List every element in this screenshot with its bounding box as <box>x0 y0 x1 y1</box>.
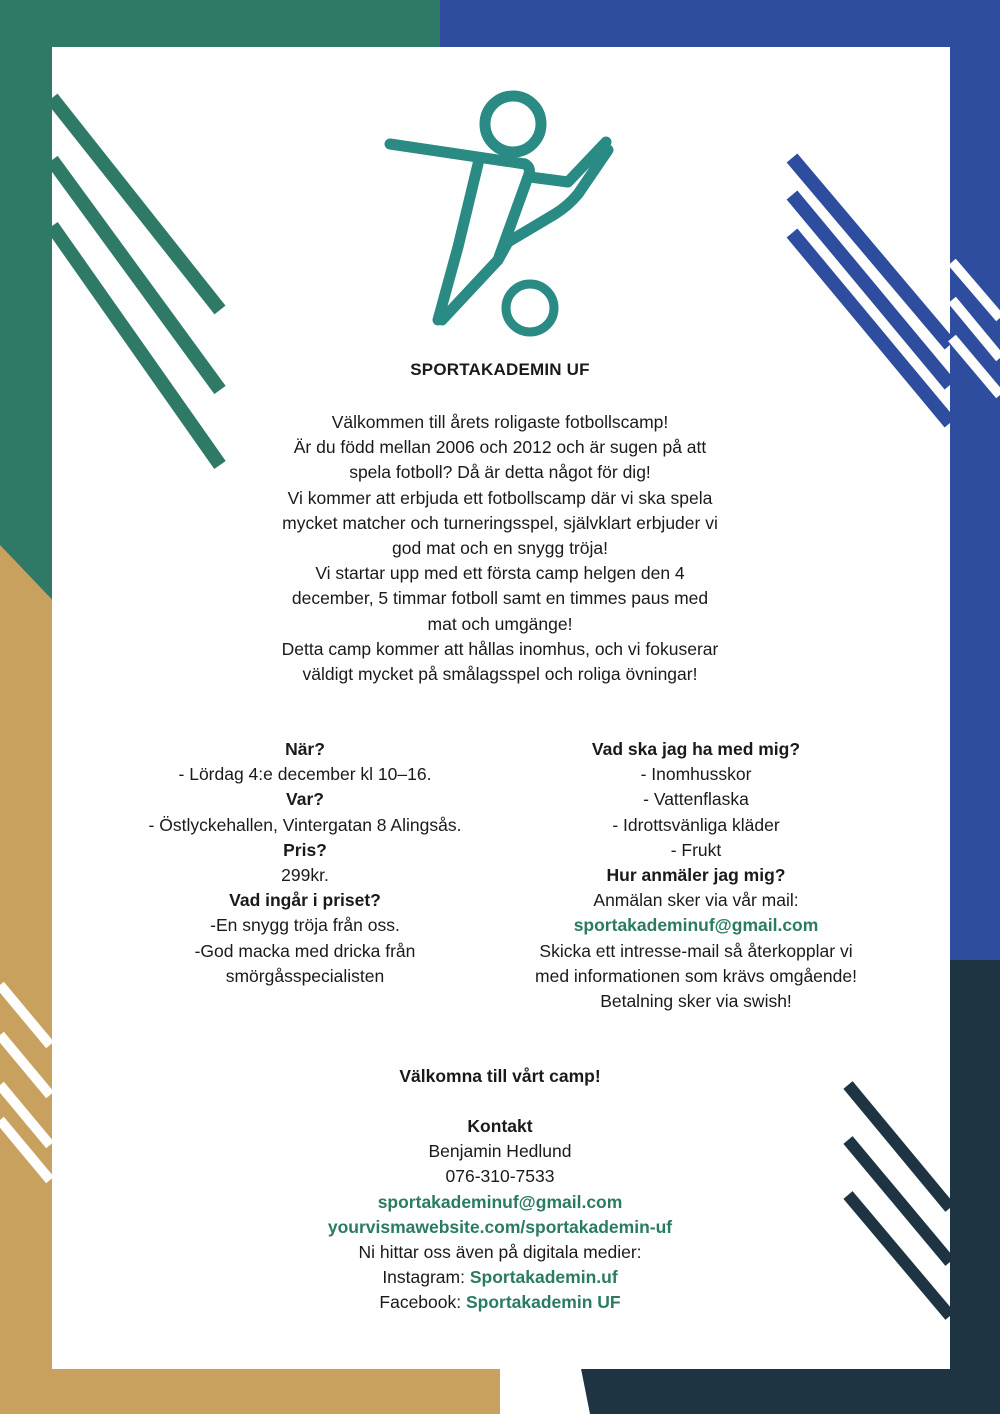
intro-line: mat och umgänge! <box>427 613 573 634</box>
instagram-label: Instagram: <box>382 1267 470 1288</box>
details-column <box>110 737 500 989</box>
where-heading: Var? <box>286 789 324 810</box>
page-title: SPORTAKADEMIN UF <box>410 360 590 379</box>
intro-line: väldigt mycket på smålagsspel och roliga övningar! <box>302 664 698 685</box>
football-player-icon <box>380 82 620 340</box>
intro-line: december, 5 timmar fotboll samt en timmes paus med <box>291 588 709 609</box>
signup-note: Betalning sker via swish! <box>600 991 792 1012</box>
bring-heading: Vad ska jag ha med mig? <box>591 739 801 759</box>
price-heading: Pris? <box>283 839 327 860</box>
where-value: - Östlyckehallen, Vintergatan 8 Alingsås. <box>148 814 462 835</box>
signup-note: Skicka ett intresse-mail så återkopplar vi <box>539 940 853 961</box>
welcome-text: Välkomna till vårt camp! <box>399 1066 601 1086</box>
instagram-row <box>250 1265 750 1290</box>
facebook-row <box>250 1290 750 1315</box>
when-value: - Lördag 4:e december kl 10–16. <box>178 764 432 785</box>
included-item: smörgåsspecialisten <box>225 965 385 986</box>
social-intro: Ni hittar oss även på digitala medier: <box>358 1242 642 1263</box>
bring-item: - Frukt <box>670 839 722 860</box>
signup-text: Anmälan sker via vår mail: <box>593 890 799 911</box>
included-item: -God macka med dricka från <box>194 940 416 961</box>
instagram-link[interactable]: Sportakademin.uf <box>469 1267 618 1288</box>
facebook-link[interactable]: Sportakademin UF <box>465 1292 621 1313</box>
price-value: 299kr. <box>281 865 329 886</box>
intro-line: god mat och en snygg tröja! <box>392 538 608 559</box>
bring-item: - Idrottsvänliga kläder <box>612 814 780 835</box>
bring-item: - Vattenflaska <box>643 789 749 810</box>
contact-email-link[interactable]: sportakademinuf@gmail.com <box>377 1191 623 1212</box>
intro-line: Är du född mellan 2006 och 2012 och är sugen på att <box>293 437 707 458</box>
when-heading: När? <box>285 739 325 759</box>
website-link[interactable]: yourvismawebsite.com/sportakademin-uf <box>327 1216 673 1237</box>
contact-section <box>250 1114 750 1316</box>
bring-item: - Inomhusskor <box>640 764 752 785</box>
facebook-label: Facebook: <box>379 1292 466 1313</box>
signup-email-link[interactable]: sportakademinuf@gmail.com <box>573 915 819 936</box>
intro-line: Detta camp kommer att hållas inomhus, och vi fokuserar <box>281 638 719 659</box>
contact-heading: Kontakt <box>467 1116 533 1136</box>
intro-line: Välkommen till årets roligaste fotbollscamp! <box>331 412 669 432</box>
signup-note: med informationen som krävs omgående! <box>535 965 857 986</box>
intro-text <box>220 410 780 687</box>
intro-line: spela fotboll? Då är detta något för dig! <box>349 462 651 483</box>
intro-line: Vi startar upp med ett första camp helgen den 4 <box>315 563 685 584</box>
signup-heading: Hur anmäler jag mig? <box>606 865 786 886</box>
included-heading: Vad ingår i priset? <box>229 890 381 911</box>
included-item: -En snygg tröja från oss. <box>210 915 400 936</box>
contact-name: Benjamin Hedlund <box>428 1141 572 1162</box>
intro-line: mycket matcher och turneringsspel, självklart erbjuder vi <box>282 512 718 533</box>
contact-phone: 076-310-7533 <box>445 1166 555 1187</box>
info-column <box>500 737 892 1014</box>
intro-line: Vi kommer att erbjuda ett fotbollscamp där vi ska spela <box>287 487 713 508</box>
